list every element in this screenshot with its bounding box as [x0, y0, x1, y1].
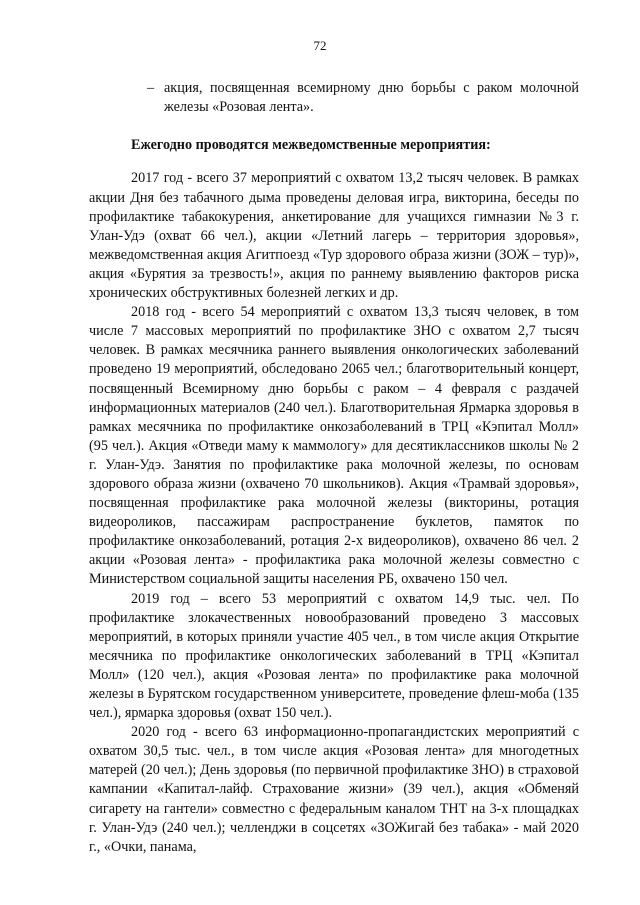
paragraph-2019: 2019 год – всего 53 мероприятий с охватом 14,9 тыс. чел. По профилактике злокачественных новообразований проведено 3 массовых мероприятий, в которых приняли участие 405 чел., в том числе акция Открытие месячника по профилактике онкологических заболеваний в ТРЦ «Кэпитал Молл» (120 чел.), акция «Розовая лента» по профилактике рака молочной железы в Бурятском государственном университете, проведение флеш-моба (135 чел.), ярмарка здоровья (охват 150 чел.). — [89, 590, 579, 722]
bullet-item — [89, 79, 579, 117]
page-number: 72 — [313, 38, 327, 53]
section-heading: Ежегодно проводятся межведомственные мероприятия: — [131, 137, 491, 154]
paragraph-2017: 2017 год - всего 37 мероприятий с охватом 13,2 тысяч человек. В рамках акции Дня без табачного дыма проведены деловая игра, викторина, беседы по профилактике табакокурения, анкетирование для учащихся гимназии №3 г. Улан-Удэ (охват 66 чел.), акции «Летний лагерь – территория здоровья», межведомственная акция Агитпоезд «Тур здорового образа жизни (ЗОЖ – тур)», акция «Бурятия за трезвость!», акция по раннему выявлению факторов риска хронических обструктивных болезней легких и др. — [89, 170, 579, 302]
page-content — [89, 79, 579, 857]
bullet-dash: – — [147, 80, 155, 96]
paragraph-2020: 2020 год - всего 63 информационно-пропагандистских мероприятий с охватом 30,5 тыс. чел., в том числе акция «Розовая лента» для многодетных матерей (20 чел.); День здоровья (по первичной профилактике ЗНО) в страховой кампании «Капитал-лайф. Страхование жизни» (39 чел.), акция «Обменяй сигарету на гантели» совместно с федеральным каналом ТНТ на 3-х площадках г. Улан-Удэ (240 чел.); челленджи в соцсетях «ЗОЖигай без табака» - май 2020 г., «Очки, панама, — [89, 724, 579, 855]
paragraph-2018: 2018 год - всего 54 мероприятий с охватом 13,3 тысяч человек, в том числе 7 массовых мероприятий по профилактике ЗНО с охватом 2,7 тысяч человек. В рамках месячника раннего выявления онкологических заболеваний проведено 19 мероприятий, обследовано 2065 чел.; благотворительный концерт, посвященный Всемирному дню борьбы с раком – 4 февраля с раздачей информационных материалов (240 чел.). Благотворительная Ярмарка здоровья в рамках месячника по профилактике онкозаболеваний в ТРЦ «Кэпитал Молл» (95 чел.). Акция «Отведи маму к маммологу» для десятиклассников школы № 2 г. Улан-Удэ. Занятия по профилактике рака молочной железы, по основам здорового образа жизни (охвачено 70 школьников). Акция «Трамвай здоровья», посвященная профилактике рака молочной железы (викторины, ротация видеороликов, пассажирам распространение буклетов, памяток по профилактике онкозаболеваний, ротация 2-х видеороликов), охвачено 86 чел. 2 акции «Розовая лента» - профилактика рака молочной железы совместно с Министерством социальной защиты населения РБ, охвачено 150 чел. — [89, 304, 579, 588]
bullet-text: акция, посвященная всемирному дню борьбы с раком молочной железы «Розовая лента». — [164, 80, 579, 116]
